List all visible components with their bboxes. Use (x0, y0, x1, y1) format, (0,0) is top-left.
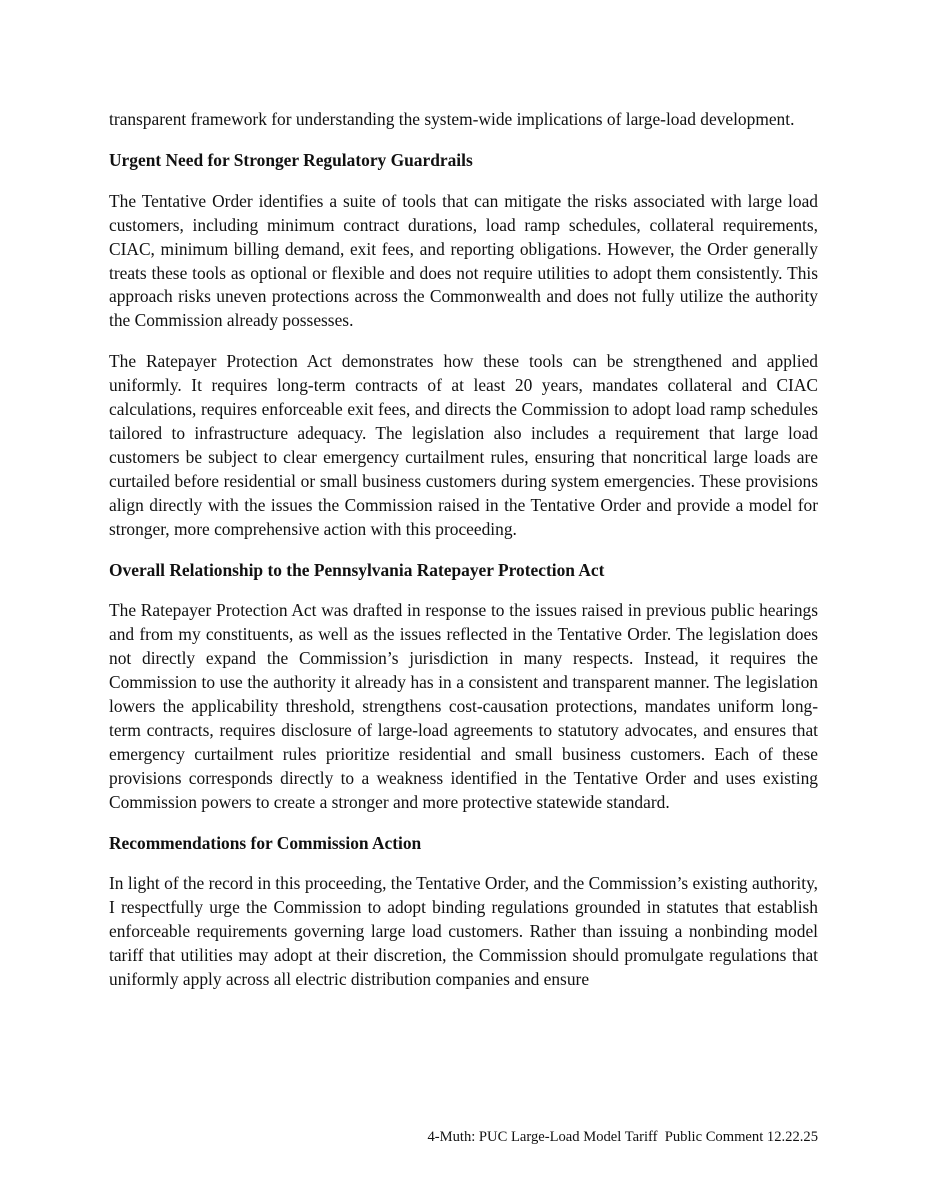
guardrails-paragraph-1: The Tentative Order identifies a suite of tools that can mitigate the risks associated with large load customers, including minimum contract durations, load ramp schedules, collateral requirements, CIAC, minimum billing demand, exit fees, and reporting obligations. However, the Order generally treats these tools as optional or flexible and does not require utilities to adopt them consistently. This approach risks uneven protections across the Commonwealth and does not fully utilize the authority the Commission already possesses. (109, 190, 818, 331)
relationship-paragraph-1: The Ratepayer Protection Act was drafted in response to the issues raised in previous public hearings and from my constituents, as well as the issues reflected in the Tentative Order. The legislation does not directly expand the Commission’s jurisdiction in many respects. Instead, it requires the Commission to use the authority it already has in a consistent and transparent manner. The legislation lowers the applicability threshold, strengthens cost-causation protections, mandates uniform long-term contracts, requires disclosure of large-load agreements to statutory advocates, and ensures that emergency curtailment rules prioritize residential and small business customers. Each of these provisions corresponds directly to a weakness identified in the Tentative Order and uses existing Commission powers to create a stronger and more protective statewide standard. (109, 600, 818, 812)
page-body (109, 108, 818, 1009)
section-heading-recommendations: Recommendations for Commission Action (109, 832, 422, 853)
section-heading-guardrails: Urgent Need for Stronger Regulatory Guardrails (109, 149, 473, 170)
recommendations-paragraph-1: In light of the record in this proceeding, the Tentative Order, and the Commission’s existing authority, I respectfully urge the Commission to adopt binding regulations grounded in statutes that establish enforceable requirements governing large load customers. Rather than issuing a nonbinding model tariff that utilities may adopt at their discretion, the Commission should promulgate regulations that uniformly apply across all electric distribution companies and ensure (109, 873, 818, 990)
page-footer: 4-Muth: PUC Large-Load Model Tariff Public Comment 12.22.25 (427, 1129, 818, 1145)
continuation-paragraph: transparent framework for understanding the system-wide implications of large-load development. (109, 109, 795, 129)
section-heading-relationship: Overall Relationship to the Pennsylvania Ratepayer Protection Act (109, 559, 605, 580)
guardrails-paragraph-2: The Ratepayer Protection Act demonstrates how these tools can be strengthened and applied uniformly. It requires long-term contracts of at least 20 years, mandates collateral and CIAC calculations, requires enforceable exit fees, and directs the Commission to adopt load ramp schedules tailored to infrastructure adequacy. The legislation also includes a requirement that large load customers be subject to clear emergency curtailment rules, ensuring that noncritical large loads are curtailed before residential or small business customers during system emergencies. These provisions align directly with the issues the Commission raised in the Tentative Order and provide a model for stronger, more comprehensive action with this proceeding. (109, 351, 818, 539)
